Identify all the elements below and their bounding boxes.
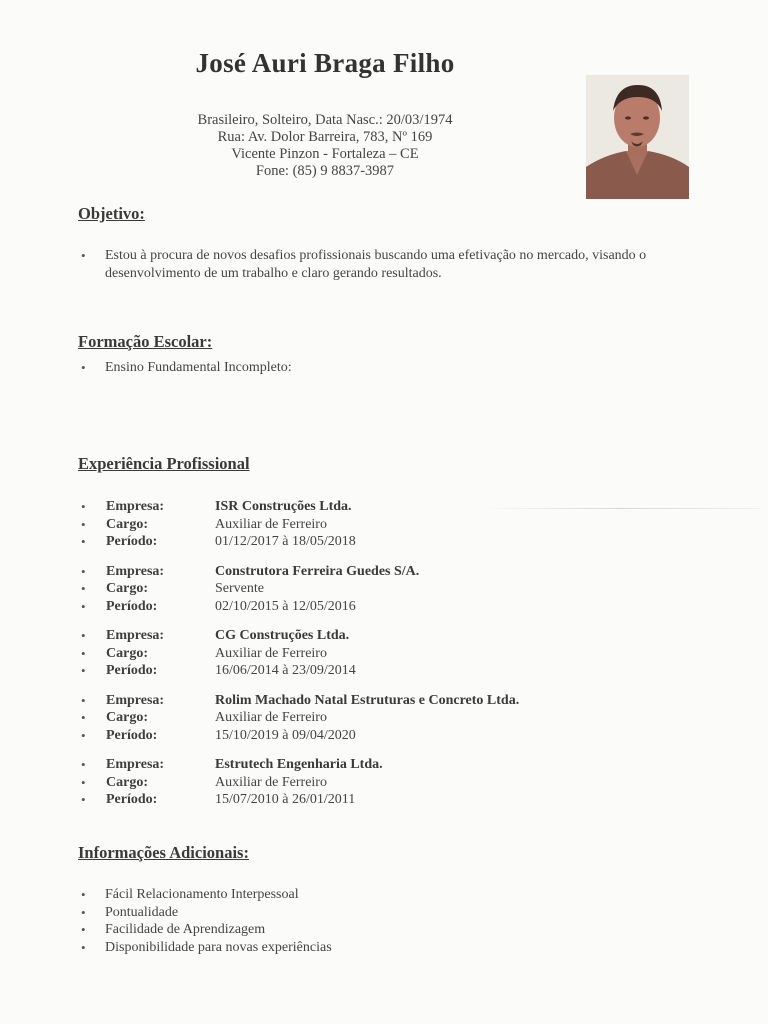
- periodo-value: 01/12/2017 à 18/05/2018: [215, 534, 356, 549]
- empresa-value: Rolim Machado Natal Estruturas e Concreto Ltda.: [215, 692, 520, 708]
- periodo-label: Período:: [106, 727, 158, 743]
- job-row-empresa: [78, 756, 698, 774]
- periodo-value: 16/06/2014 à 23/09/2014: [215, 663, 356, 678]
- empresa-label: Empresa:: [106, 628, 165, 643]
- job-row-periodo: [78, 533, 698, 551]
- job-row-empresa: [78, 498, 698, 516]
- formacao-list: [78, 359, 708, 377]
- empresa-value: CG Construções Ltda.: [215, 628, 350, 643]
- cargo-value: Auxiliar de Ferreiro: [215, 710, 327, 725]
- candidate-name: José Auri Braga Filho: [195, 48, 455, 78]
- job-entry: [78, 563, 698, 616]
- periodo-label: Período:: [106, 663, 158, 678]
- adicionais-item: • Facilidade de Aprendizagem: [78, 921, 708, 939]
- portrait-photo: [586, 75, 689, 199]
- portrait-icon: [586, 75, 689, 199]
- job-entry: [78, 627, 698, 680]
- empresa-value: Estrutech Engenharia Ltda.: [215, 757, 383, 772]
- cargo-label: Cargo:: [106, 645, 148, 661]
- contact-line-city: Vicente Pinzon - Fortaleza – CE: [231, 146, 419, 162]
- adicionais-item: • Pontualidade: [78, 904, 708, 922]
- job-list: [78, 498, 698, 821]
- cargo-value: Auxiliar de Ferreiro: [215, 774, 327, 790]
- empresa-value: ISR Construções Ltda.: [215, 499, 352, 514]
- job-row-empresa: [78, 627, 698, 645]
- cargo-label: Cargo:: [106, 516, 148, 532]
- experiencia-title: Experiência Profissional: [78, 454, 250, 473]
- cargo-label: Cargo:: [106, 581, 148, 596]
- empresa-label: Empresa:: [106, 757, 165, 772]
- contact-block: [0, 112, 650, 180]
- periodo-value: 15/07/2010 à 26/01/2011: [215, 792, 356, 807]
- objetivo-list: [78, 247, 708, 282]
- empresa-label: Empresa:: [106, 499, 165, 514]
- objetivo-item: • Estou à procura de novos desafios profissionais buscando uma efetivação no mercado, visando o desenvolvimento de um trabalho e claro gerando resultados.: [78, 247, 708, 282]
- adicionais-item: • Fácil Relacionamento Interpessoal: [78, 886, 708, 904]
- cargo-value: Auxiliar de Ferreiro: [215, 645, 327, 661]
- periodo-value: 15/10/2019 à 09/04/2020: [215, 727, 356, 743]
- adicionais-list: [78, 886, 708, 956]
- periodo-label: Período:: [106, 534, 158, 549]
- empresa-value: Construtora Ferreira Guedes S/A.: [215, 563, 420, 579]
- job-entry: [78, 756, 698, 809]
- job-row-periodo: [78, 791, 698, 809]
- job-row-periodo: [78, 727, 698, 745]
- adicionais-item: • Disponibilidade para novas experiências: [78, 939, 708, 957]
- job-row-cargo: [78, 774, 698, 792]
- cargo-label: Cargo:: [106, 710, 148, 725]
- job-row-cargo: [78, 645, 698, 663]
- periodo-label: Período:: [106, 792, 158, 807]
- contact-line-personal: Brasileiro, Solteiro, Data Nasc.: 20/03/1974: [197, 112, 453, 128]
- job-row-cargo: [78, 516, 698, 534]
- job-row-empresa: [78, 692, 698, 710]
- cargo-value: Auxiliar de Ferreiro: [215, 516, 327, 532]
- formacao-item: • Ensino Fundamental Incompleto:: [78, 359, 708, 377]
- job-row-periodo: [78, 598, 698, 616]
- job-row-cargo: [78, 709, 698, 727]
- adicionais-title: Informações Adicionais:: [78, 843, 249, 862]
- cargo-value: Servente: [215, 581, 264, 596]
- objetivo-title: Objetivo:: [78, 204, 145, 223]
- job-row-empresa: [78, 563, 698, 581]
- contact-line-street: Rua: Av. Dolor Barreira, 783, Nº 169: [217, 129, 433, 145]
- job-row-periodo: [78, 662, 698, 680]
- periodo-label: Período:: [106, 598, 158, 614]
- cargo-label: Cargo:: [106, 774, 148, 790]
- empresa-label: Empresa:: [106, 563, 165, 579]
- formacao-title: Formação Escolar:: [78, 332, 213, 351]
- contact-line-phone: Fone: (85) 9 8837-3987: [255, 163, 395, 179]
- empresa-label: Empresa:: [106, 692, 165, 708]
- periodo-value: 02/10/2015 à 12/05/2016: [215, 598, 356, 614]
- job-row-cargo: [78, 580, 698, 598]
- job-entry: [78, 692, 698, 745]
- job-entry: [78, 498, 698, 551]
